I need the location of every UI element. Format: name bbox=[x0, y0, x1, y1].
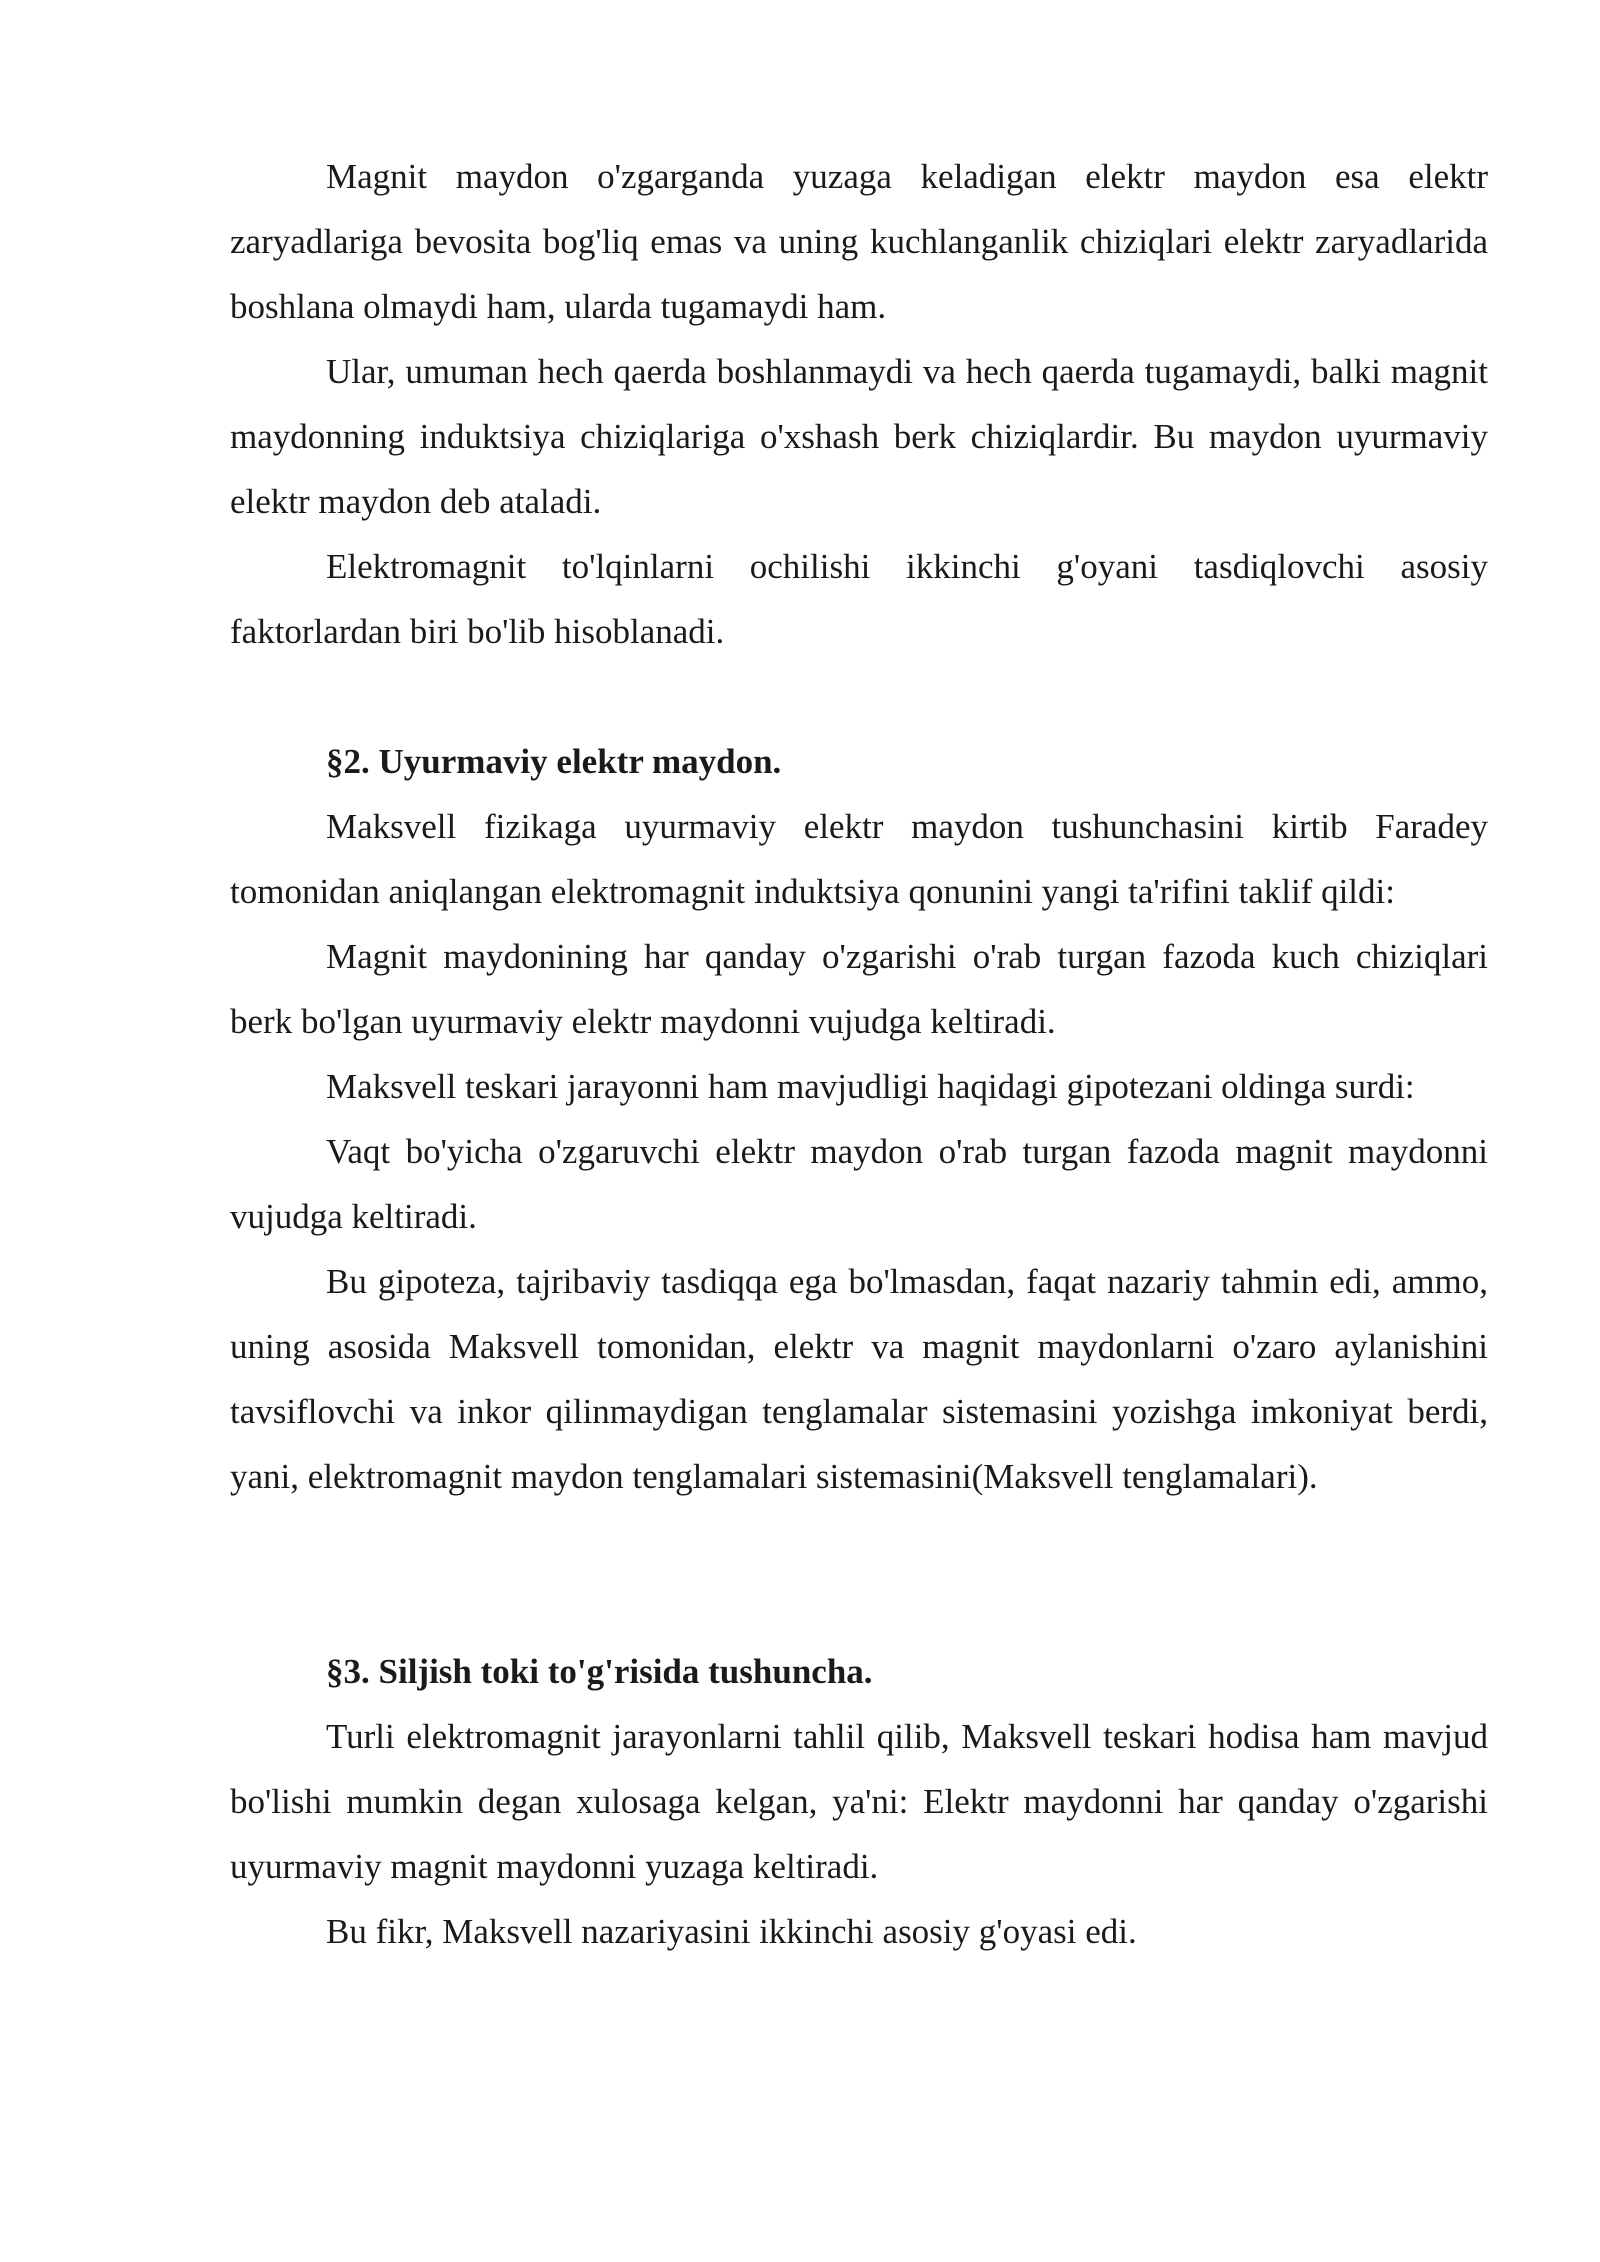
spacer bbox=[230, 664, 1488, 729]
section-heading: §3. Siljish toki to'g'risida tushuncha. bbox=[326, 1652, 873, 1691]
document-page bbox=[230, 144, 1488, 1964]
paragraph: Turli elektromagnit jarayonlarni tahlil qilib, Maksvell teskari hodisa ham mavjud bo'lishi mumkin degan xulosaga kelgan, ya'ni: Elektr maydonni har qanday o'zgarishi uyurmaviy magnit maydonni yuzaga keltiradi. bbox=[230, 1717, 1488, 1886]
spacer bbox=[230, 1509, 1488, 1639]
paragraph: Bu gipoteza, tajribaviy tasdiqqa ega bo'lmasdan, faqat nazariy tahmin edi, ammo, uning asosida Maksvell tomonidan, elektr va magnit maydonlarni o'zaro aylanishini tavsiflovchi va inkor qilinmaydigan tenglamalar sistemasini yozishga imkoniyat berdi, yani, elektromagnit maydon tenglamalari sistemasini(Maksvell tenglamalari). bbox=[230, 1262, 1488, 1496]
paragraph: Bu fikr, Maksvell nazariyasini ikkinchi asosiy g'oyasi edi. bbox=[326, 1912, 1137, 1951]
paragraph: Elektromagnit to'lqinlarni ochilishi ikkinchi g'oyani tasdiqlovchi asosiy faktorlardan biri bo'lib hisoblanadi. bbox=[230, 547, 1488, 651]
paragraph: Magnit maydonining har qanday o'zgarishi o'rab turgan fazoda kuch chiziqlari berk bo'lgan uyurmaviy elektr maydonni vujudga keltiradi. bbox=[230, 937, 1488, 1041]
paragraph: Maksvell teskari jarayonni ham mavjudligi haqidagi gipotezani oldinga surdi: bbox=[326, 1067, 1415, 1106]
paragraph: Ular, umuman hech qaerda boshlanmaydi va hech qaerda tugamaydi, balki magnit maydonning induktsiya chiziqlariga o'xshash berk chiziqlardir. Bu maydon uyurmaviy elektr maydon deb ataladi. bbox=[230, 352, 1488, 521]
paragraph: Maksvell fizikaga uyurmaviy elektr maydon tushunchasini kirtib Faradey tomonidan aniqlangan elektromagnit induktsiya qonunini yangi ta'rifini taklif qildi: bbox=[230, 807, 1488, 911]
paragraph: Vaqt bo'yicha o'zgaruvchi elektr maydon o'rab turgan fazoda magnit maydonni vujudga keltiradi. bbox=[230, 1132, 1488, 1236]
paragraph: Magnit maydon o'zgarganda yuzaga keladigan elektr maydon esa elektr zaryadlariga bevosita bog'liq emas va uning kuchlanganlik chiziqlari elektr zaryadlarida boshlana olmaydi ham, ularda tugamaydi ham. bbox=[230, 157, 1488, 326]
section-heading: §2. Uyurmaviy elektr maydon. bbox=[326, 742, 782, 781]
